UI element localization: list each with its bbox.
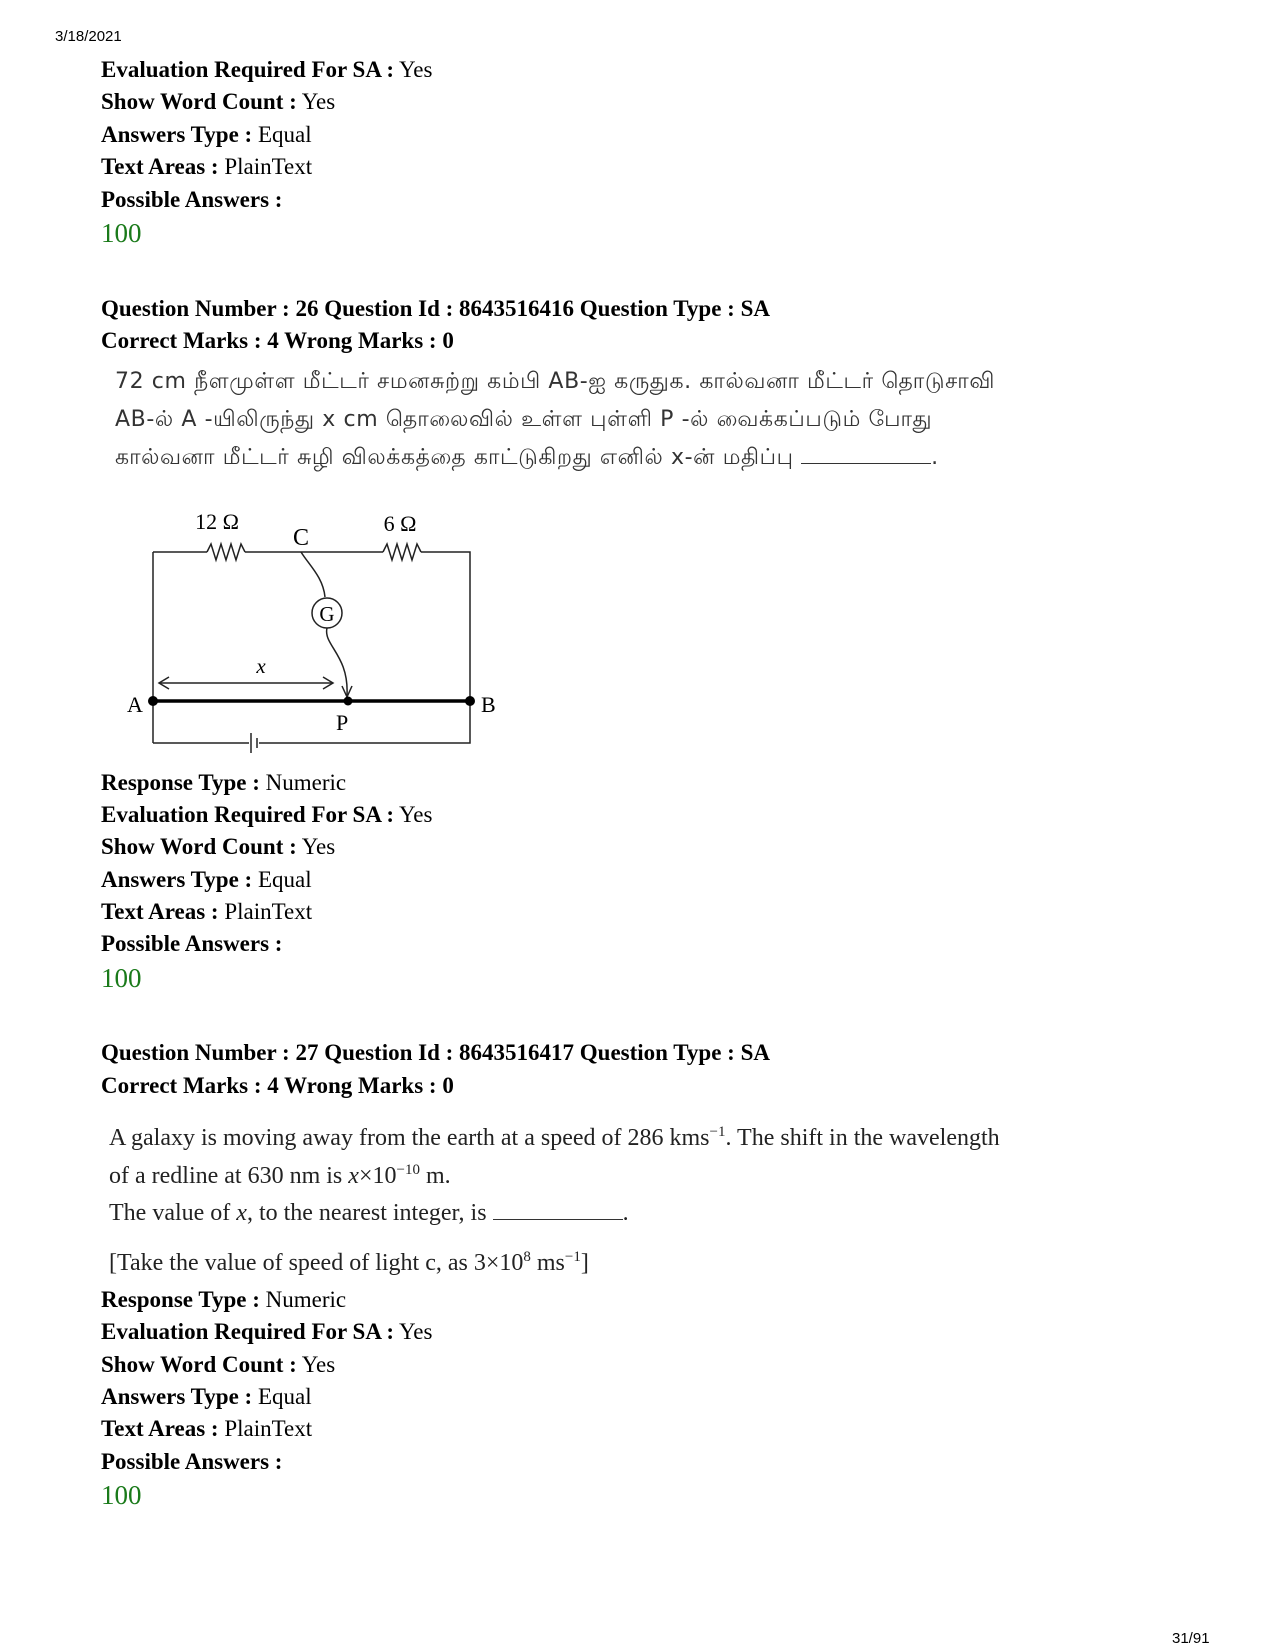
q27-field-response-type: Response Type : Numeric	[101, 1287, 347, 1312]
resistor-12-label: 12 Ω	[195, 509, 239, 534]
q27-text-line-1: A galaxy is moving away from the earth at a speed of 286 kms$^{-1}$. The shift in the wavelength	[109, 1124, 1000, 1151]
q27-field-show-word-count: Show Word Count : Yes	[101, 1352, 336, 1377]
q26-field-evaluation-required: Evaluation Required For SA : Yes	[101, 802, 433, 827]
node-b-label: B	[481, 692, 496, 717]
q27-text-line-4: [Take the value of speed of light c, as $3\times 10^8$ $ms^{-1}$]	[109, 1249, 589, 1276]
field-show-word-count: Show Word Count : Yes	[101, 89, 336, 114]
page-date: 3/18/2021	[55, 28, 122, 45]
q26-circuit-diagram	[111, 505, 511, 770]
q26-field-show-word-count: Show Word Count : Yes	[101, 834, 336, 859]
node-p-label: P	[336, 710, 349, 735]
q26-possible-answer: 100	[101, 963, 142, 993]
q26-field-answers-type: Answers Type : Equal	[101, 867, 312, 892]
q26-text-line-3: கால்வனா மீட்டர் சுழி விலக்கத்தை காட்டுகிறது எனில் x-ன் மதிப்பு .	[115, 445, 939, 470]
q27-text-line-2: of a redline at 630 nm is $x\times 10^{-10}$ m.	[109, 1162, 451, 1189]
resistor-6-ohm	[383, 544, 421, 560]
resistor-6-label: 6 Ω	[383, 511, 417, 536]
q27-field-possible-answers: Possible Answers :	[101, 1449, 283, 1474]
field-possible-answers: Possible Answers :	[101, 187, 283, 212]
node-a-label: A	[127, 692, 143, 717]
q27-header: Question Number : 27 Question Id : 8643516417 Question Type : SA	[101, 1040, 770, 1065]
page-number: 31/91	[1172, 1630, 1210, 1647]
q26-field-text-areas: Text Areas : PlainText	[101, 899, 313, 924]
q27-field-text-areas: Text Areas : PlainText	[101, 1416, 313, 1441]
q27-field-evaluation-required: Evaluation Required For SA : Yes	[101, 1319, 433, 1344]
q27-possible-answer: 100	[101, 1480, 142, 1510]
length-label: x	[256, 654, 266, 678]
q26-text-line-2: AB-ல் A -யிலிருந்து x cm தொலைவில் உள்ள புள்ளி P -ல் வைக்கப்படும் போது	[115, 407, 933, 432]
q26-field-response-type: Response Type : Numeric	[101, 770, 347, 795]
q26-field-possible-answers: Possible Answers :	[101, 931, 283, 956]
node-a-dot	[148, 696, 158, 706]
field-text-areas: Text Areas : PlainText	[101, 154, 313, 179]
node-b-dot	[465, 696, 475, 706]
possible-answer: 100	[101, 218, 142, 248]
galvanometer-lead-top	[301, 552, 325, 597]
field-evaluation-required: Evaluation Required For SA : Yes	[101, 57, 433, 82]
q26-header: Question Number : 26 Question Id : 8643516416 Question Type : SA	[101, 296, 770, 321]
answer-blank	[493, 1199, 623, 1220]
answer-blank	[801, 443, 931, 464]
node-p-dot	[344, 697, 353, 706]
q27-text-line-3: The value of x, to the nearest integer, is .	[109, 1200, 629, 1226]
wire-top-right	[421, 552, 470, 697]
q26-marks: Correct Marks : 4 Wrong Marks : 0	[101, 328, 454, 353]
resistor-12-ohm	[207, 544, 245, 560]
q27-marks: Correct Marks : 4 Wrong Marks : 0	[101, 1073, 454, 1098]
wire-bottom-right	[259, 697, 470, 743]
q27-field-answers-type: Answers Type : Equal	[101, 1384, 312, 1409]
galvanometer-label: G	[319, 602, 335, 626]
q26-text-line-1: 72 cm நீளமுள்ள மீட்டர் சமனசுற்று கம்பி AB-ஐ கருதுக. கால்வனா மீட்டர் தொடுசாவி	[115, 369, 996, 394]
node-c-label: C	[293, 525, 310, 551]
field-answers-type: Answers Type : Equal	[101, 122, 312, 147]
